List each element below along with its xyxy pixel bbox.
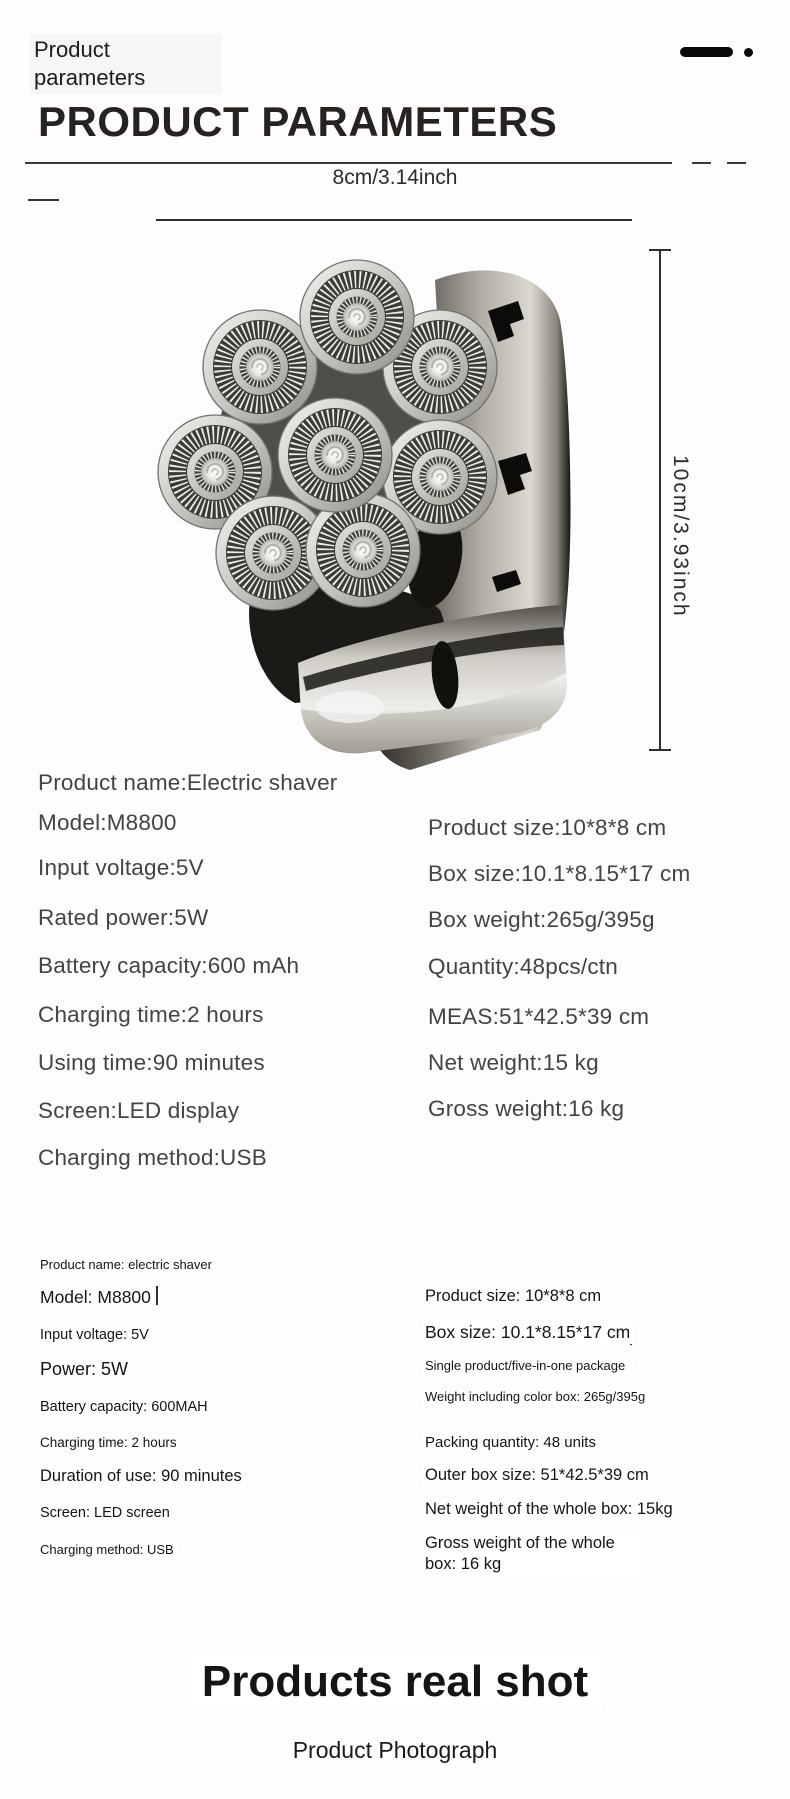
spec-item: Product name:Electric shaver bbox=[38, 770, 338, 795]
spec-item-translated: Screen: LED screen bbox=[37, 1504, 173, 1522]
spec-item: Battery capacity:600 mAh bbox=[38, 953, 300, 978]
measure-tick bbox=[649, 749, 671, 751]
height-dimension-label: 10cm/3.93inch bbox=[669, 454, 692, 618]
spec-item-translated: Model: M8800 bbox=[37, 1286, 154, 1309]
page-title: PRODUCT PARAMETERS bbox=[38, 98, 558, 145]
spec-item-translated: Product size: 10*8*8 cm bbox=[422, 1286, 604, 1307]
left-dash bbox=[28, 199, 59, 201]
spec-item: Using time:90 minutes bbox=[38, 1050, 265, 1075]
shaver-head bbox=[278, 398, 392, 512]
spec-item-translated: Charging method: USB bbox=[37, 1541, 177, 1558]
spec-item-translated: Battery capacity: 600MAH bbox=[37, 1398, 211, 1416]
divider-dash bbox=[727, 162, 746, 164]
height-measure-line bbox=[659, 250, 661, 750]
spec-item: Product size:10*8*8 cm bbox=[428, 815, 667, 840]
spec-item: Box weight:265g/395g bbox=[428, 907, 655, 932]
spec-item-translated: Packing quantity: 48 units bbox=[422, 1433, 599, 1452]
eyebrow-label: Product parameters bbox=[30, 34, 222, 94]
spec-item: Rated power:5W bbox=[38, 905, 209, 930]
spec-item-translated: Box size: 10.1*8.15*17 cm bbox=[422, 1321, 633, 1344]
spec-item: MEAS:51*42.5*39 cm bbox=[428, 1004, 650, 1029]
dot-icon bbox=[744, 48, 753, 57]
spec-item: Charging method:USB bbox=[38, 1145, 267, 1170]
dash-dot-icon bbox=[680, 47, 755, 59]
divider-line bbox=[25, 162, 672, 164]
spec-item-translated: Product name: electric shaver bbox=[37, 1256, 215, 1273]
spec-item: Net weight:15 kg bbox=[428, 1050, 599, 1075]
spec-item-translated: Charging time: 2 hours bbox=[37, 1434, 180, 1451]
spec-item: Screen:LED display bbox=[38, 1098, 240, 1123]
spec-item-translated: Net weight of the whole box: 15kg bbox=[422, 1499, 676, 1520]
spec-item-translated: Outer box size: 51*42.5*39 cm bbox=[422, 1465, 652, 1486]
shaver-head bbox=[203, 310, 317, 424]
spec-item-translated: Input voltage: 5V bbox=[37, 1326, 152, 1344]
shaver-head bbox=[300, 260, 414, 374]
section-subtitle-product-photograph: Product Photograph bbox=[292, 1737, 498, 1763]
spec-item: Quantity:48pcs/ctn bbox=[428, 954, 618, 979]
spec-item-translated: Single product/five-in-one package bbox=[422, 1357, 633, 1375]
dash-icon bbox=[680, 47, 733, 57]
spec-item-translated: Gross weight of the whole box: 16 kg bbox=[422, 1532, 646, 1576]
spec-item: Model:M8800 bbox=[38, 810, 177, 835]
divider-dash bbox=[692, 162, 711, 164]
spec-item-translated: Duration of use: 90 minutes bbox=[37, 1466, 245, 1487]
measure-tick bbox=[649, 249, 671, 251]
electric-shaver-image bbox=[110, 215, 580, 770]
section-title-products-real-shot: Products real shot bbox=[0, 1657, 790, 1707]
spec-item: Box size:10.1*8.15*17 cm bbox=[428, 861, 691, 886]
width-dimension-label: 8cm/3.14inch bbox=[332, 166, 458, 189]
spec-item: Charging time:2 hours bbox=[38, 1002, 264, 1027]
spec-item-translated: Power: 5W bbox=[37, 1358, 131, 1381]
spec-item-translated: Weight including color box: 265g/395g bbox=[422, 1388, 652, 1406]
measure-tick bbox=[156, 1286, 158, 1305]
spec-item: Input voltage:5V bbox=[38, 855, 204, 880]
spec-item: Gross weight:16 kg bbox=[428, 1096, 625, 1121]
